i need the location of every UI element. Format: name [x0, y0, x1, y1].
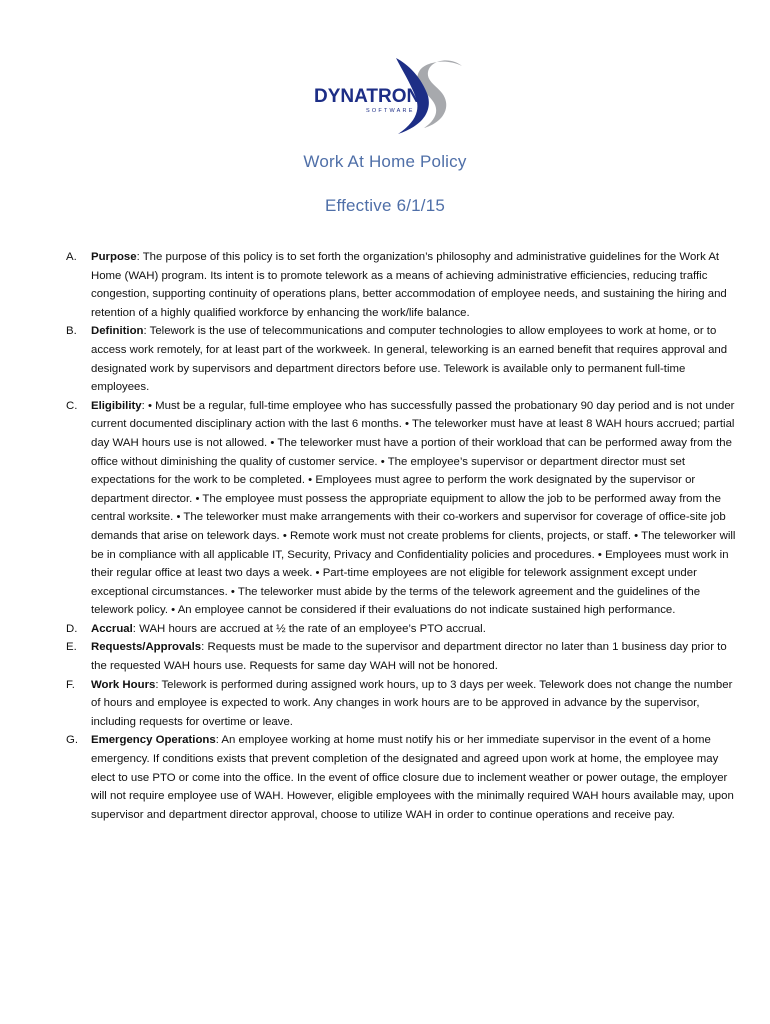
section-letter: E.	[66, 641, 77, 654]
company-logo	[312, 58, 462, 134]
section-body: : The purpose of this policy is to set forth the organization’s philosophy and administrative guidelines for the Work At Home (WAH) program. Its intent is to promote telework as a means of achieving administrative efficiencies, reducing traffic congestion, supporting continuity of operations plans, better accommodation of employee needs, and sustaining the hiring and retention of a highly qualified workforce by enhancing the work/life balance.	[91, 251, 727, 319]
policy-sections	[66, 248, 736, 824]
section-letter: G.	[66, 734, 79, 747]
section-letter: C.	[66, 399, 78, 412]
section-body: : WAH hours are accrued at ½ the rate of an employee’s PTO accrual.	[132, 622, 486, 635]
section-heading: Eligibility	[91, 399, 142, 412]
logo-wordmark: DYNATRON	[314, 86, 421, 107]
section-work-hours	[66, 676, 736, 732]
section-body: : Telework is the use of telecommunications and computer technologies to allow employees to work at home, or to access work remotely, for at least part of the workweek. In general, teleworking is an earned benefit that requires approval and designated work by supervisors and department directors before use. Telework is available only to permanent full-time employees.	[91, 325, 728, 394]
effective-date: Effective 6/1/15	[324, 196, 446, 215]
section-heading: Definition	[91, 325, 144, 338]
section-heading: Requests/Approvals	[91, 641, 202, 654]
section-body: : Requests must be made to the supervisor and department director no later than 1 business day prior to the requested WAH hours use. Requests for same day WAH will not be honored.	[91, 641, 727, 673]
section-body: : • Must be a regular, full-time employee who has successfully passed the probationary 90 day period and is not under current documented disciplinary action with the last 6 months. • The teleworker must have at least 8 WAH hours accrued; partial day WAH hours use is not allowed. • The teleworker must have a portion of their workload that can be performed away from the office without diminishing the quality of customer service. • The employee’s supervisor or department director must set expectations for the work to be completed. • Employees must agree to perform the work designated by the supervisor or department director. • The employee must possess the appropriate equipment to allow the job to be performed away from the central worksite. • The teleworker must make arrangements with their co-workers and supervisor for coverage of office-site job demands that arise on telework days. • Remote work must not create problems for clients, projects, or staff. • The teleworker will be in compliance with all applicable IT, Security, Privacy and Confidentiality policies and procedures. • Employees must work in their regular office at least two days a week. • Part-time employees are not eligible for telework assignment except under exceptional circumstances. • The teleworker must abide by the terms of the telework agreement and the guidelines of the telework policy. • An employee cannot be considered if their evaluations do not indicate sustained high performance.	[91, 399, 736, 617]
section-heading: Emergency Operations	[91, 734, 216, 747]
section-letter: B.	[66, 325, 77, 338]
section-heading: Purpose	[91, 251, 137, 263]
document-title: Work At Home Policy	[303, 152, 467, 171]
section-body: : Telework is performed during assigned work hours, up to 3 days per week. Telework does not change the number of hours and employee is expected to work. Any changes in work hours are to be approved in advance by the supervisor, including requests for overtime or leave.	[91, 678, 733, 728]
dynatron-logo-graphic	[312, 58, 462, 134]
section-letter: A.	[66, 251, 77, 263]
section-letter: D.	[66, 622, 78, 635]
section-definition	[66, 322, 736, 396]
section-requests-approvals	[66, 638, 736, 675]
section-body: : An employee working at home must notify his or her immediate supervisor in the event of a home emergency. If conditions exists that prevent completion of the designated and agreed upon work at home, the employee may elect to use PTO or come into the office. In the event of office closure due to inclement weather or power outage, the employer will not require employee use of WAH. However, eligible employees with the minimally required WAH hours available may, upon supervisor and department director approval, choose to utilize WAH in order to continue operations and receive pay.	[91, 734, 734, 821]
section-purpose	[66, 248, 736, 322]
section-eligibility	[66, 397, 736, 620]
section-emergency-operations	[66, 731, 736, 824]
section-heading: Work Hours	[91, 678, 156, 691]
section-letter: F.	[66, 678, 75, 691]
section-accrual	[66, 620, 736, 639]
logo-subtitle: SOFTWARE	[366, 108, 415, 114]
section-heading: Accrual	[91, 622, 133, 635]
